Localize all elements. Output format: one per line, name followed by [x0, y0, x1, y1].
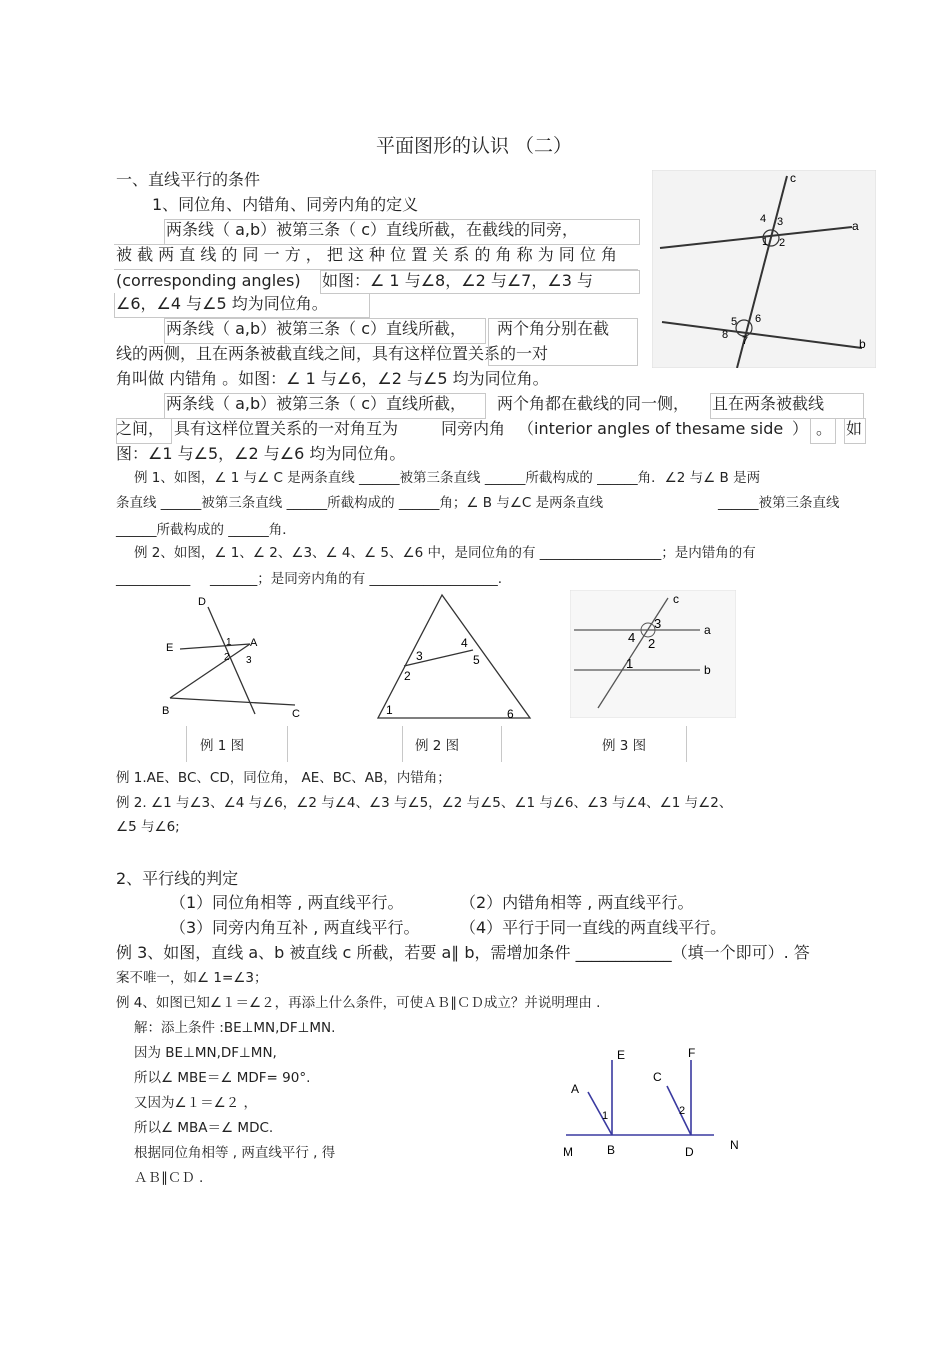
- angle-label: 3: [654, 616, 662, 631]
- paragraph-line: ）: [792, 419, 809, 438]
- rule-item: （3）同旁内角互补 , 两直线平行。: [170, 918, 420, 937]
- paragraph-line: 两条线（ a,b）被第三条（ c）直线所截，: [166, 319, 467, 338]
- paragraph-line: 具有这样位置关系的一对角互为: [174, 419, 399, 438]
- scan-box: [164, 219, 640, 245]
- paragraph-line: 两个角都在截线的同一侧，: [497, 394, 690, 413]
- point-label: F: [688, 1046, 696, 1060]
- solution-line: 根据同位角相等 , 两直线平行 , 得: [134, 1145, 336, 1161]
- scan-box: [114, 244, 638, 270]
- scan-box: [810, 418, 836, 444]
- rule-item: （4）平行于同一直线的两直线平行。: [460, 918, 727, 937]
- paragraph-line: ∠6，∠4 与∠5 均为同位角。: [116, 294, 328, 313]
- solution-line: 解：添上条件 :BE⊥MN,DF⊥MN.: [134, 1020, 336, 1036]
- angle-label: 2: [648, 636, 656, 651]
- paragraph-line: 两个角分别在截: [497, 319, 610, 338]
- example-2-line: _______；是同旁内角的有 ___________________.: [210, 571, 503, 587]
- paragraph-line: 之间，: [116, 419, 165, 438]
- angle-label: 8: [722, 329, 729, 341]
- point-label: D: [198, 596, 206, 608]
- example-1-line: ______所截构成的 ______角．: [116, 522, 296, 538]
- page-title: 平面图形的认识 （二）: [376, 135, 573, 157]
- parallel-lines-figure: [652, 170, 876, 368]
- scan-box: [116, 418, 172, 444]
- scan-box: [164, 393, 486, 419]
- paragraph-line: 同旁内角: [441, 419, 506, 438]
- paragraph-line: 线的两侧，且在两条被截直线之间，具有这样位置关系的一对: [116, 344, 549, 363]
- example-4-line: 例 4、如图已知∠１＝∠２，再添上什么条件，可使ＡＢ∥ＣＤ成立？并说明理由 .: [116, 995, 601, 1011]
- angle-label: 1: [762, 236, 769, 248]
- angle-label: 6: [507, 707, 514, 721]
- paragraph-line: 角叫做 内错角 。如图：∠ 1 与∠6，∠2 与∠5 均为同位角。: [116, 369, 549, 388]
- angle-label: 5: [473, 653, 480, 667]
- example-4-figure: [556, 1040, 756, 1170]
- angle-label: 7: [742, 335, 749, 347]
- scan-box: [710, 393, 864, 419]
- angle-label: 1: [626, 656, 634, 671]
- angle-label: 3: [416, 649, 423, 663]
- solution-line: 所以∠ MBE＝∠ MDF= 90°.: [134, 1070, 311, 1086]
- point-label: A: [250, 637, 258, 649]
- scan-box: [320, 270, 640, 294]
- point-label: B: [162, 705, 170, 717]
- example-1-line: 例 1、如图，∠ 1 与∠ C 是两条直线 ______被第三条直线 ______所截构成的 ______角．∠2 与∠ B 是两: [134, 470, 761, 486]
- point-label: B: [607, 1143, 616, 1157]
- paragraph-line: （interior angles of thesame side: [518, 419, 784, 438]
- scan-box: [488, 318, 638, 366]
- scan-box: [114, 293, 370, 318]
- example-1-figure: [160, 592, 310, 722]
- section-heading: 2、平行线的判定: [116, 869, 239, 888]
- label-b: b: [704, 663, 711, 677]
- label-c: c: [673, 592, 679, 606]
- point-label: E: [166, 642, 174, 654]
- section-heading: 一、直线平行的条件: [116, 170, 261, 189]
- example-2-line: ___________: [116, 571, 191, 587]
- answer-line: ∠5 与∠6;: [116, 819, 180, 835]
- angle-label: 2: [779, 237, 786, 249]
- angle-label: 1: [602, 1110, 609, 1122]
- point-label: N: [730, 1138, 739, 1152]
- example-3-line: 例 3、如图，直线 a、b 被直线 c 所截，若要 a∥ b，需增加条件 ____________（填一个即可）. 答: [116, 943, 810, 962]
- label-a: a: [704, 623, 711, 637]
- point-label: D: [685, 1145, 694, 1159]
- angle-label: 1: [226, 637, 232, 648]
- label-c: c: [790, 171, 796, 185]
- solution-line: 因为 BE⊥MN,DF⊥MN,: [134, 1045, 277, 1061]
- answer-line: 例 1.AE、BC、CD，同位角， AE、BC、AB，内错角；: [116, 770, 451, 786]
- rule-item: （2）内错角相等 , 两直线平行。: [460, 893, 694, 912]
- angle-label: 1: [386, 703, 393, 717]
- paragraph-line: (corresponding angles): [116, 271, 301, 290]
- example-2-figure: [372, 590, 538, 724]
- paragraph-line: 如图：∠ 1 与∠8，∠2 与∠7，∠3 与: [322, 271, 593, 290]
- solution-line: ＡＢ∥ＣＤ .: [134, 1170, 204, 1186]
- answer-line: 例 2. ∠1 与∠3、∠4 与∠6，∠2 与∠4、∠3 与∠5，∠2 与∠5、∠1 与∠6、∠3 与∠4、∠1 与∠2、: [116, 795, 733, 811]
- example-3-figure: [570, 590, 736, 718]
- label-b: b: [859, 337, 866, 351]
- figure-caption: 例 1 图: [200, 738, 245, 754]
- angle-label: 3: [246, 655, 252, 666]
- angle-label: 2: [224, 652, 230, 663]
- paragraph-line: 图：∠1 与∠5，∠2 与∠6 均为同位角。: [116, 444, 406, 463]
- paragraph-line: 两条线（ a,b）被第三条（ c）直线所截，: [166, 394, 467, 413]
- angle-label: 2: [679, 1105, 686, 1117]
- example-1-line: 条直线 ______被第三条直线 ______所截构成的 ______角；∠ B 与∠C 是两条直线: [116, 495, 604, 511]
- solution-line: 又因为∠１＝∠２ ，: [134, 1095, 257, 1111]
- angle-label: 4: [461, 636, 468, 650]
- paragraph-line: 。: [816, 419, 833, 438]
- angle-label: 5: [731, 316, 738, 328]
- angle-label: 3: [777, 216, 784, 228]
- angle-label: 4: [628, 630, 636, 645]
- angle-label: 4: [760, 213, 767, 225]
- subsection-heading: 1、同位角、内错角、同旁内角的定义: [152, 195, 419, 214]
- point-label: C: [292, 708, 300, 720]
- figure-caption: 例 2 图: [415, 738, 460, 754]
- paragraph-line: 如: [846, 419, 863, 438]
- angle-label: 6: [755, 313, 762, 325]
- figure-caption: 例 3 图: [602, 738, 647, 754]
- example-3-line: 案不唯一，如∠ 1=∠3；: [116, 970, 268, 986]
- point-label: C: [653, 1070, 662, 1084]
- paragraph-line: 且在两条被截线: [712, 394, 825, 413]
- example-1-line: ______被第三条直线: [718, 495, 840, 511]
- paragraph-line: 被 截 两 直 线 的 同 一 方 ， 把 这 种 位 置 关 系 的 角 称 为 同 位 角: [116, 245, 617, 264]
- scan-box: [164, 318, 486, 344]
- angle-label: 2: [404, 669, 411, 683]
- example-2-line: 例 2、如图，∠ 1、∠ 2、∠3、∠ 4、∠ 5、∠6 中，是同位角的有 __________________；是内错角的有: [134, 545, 756, 561]
- paragraph-line: 两条线（ a,b）被第三条（ c）直线所截，在截线的同旁，: [166, 220, 579, 239]
- point-label: E: [617, 1048, 626, 1062]
- label-a: a: [852, 219, 859, 233]
- point-label: A: [571, 1082, 580, 1096]
- point-label: M: [563, 1145, 573, 1159]
- solution-line: 所以∠ MBA＝∠ MDC.: [134, 1120, 274, 1136]
- scan-box: [844, 418, 866, 444]
- rule-item: （1）同位角相等 , 两直线平行。: [170, 893, 404, 912]
